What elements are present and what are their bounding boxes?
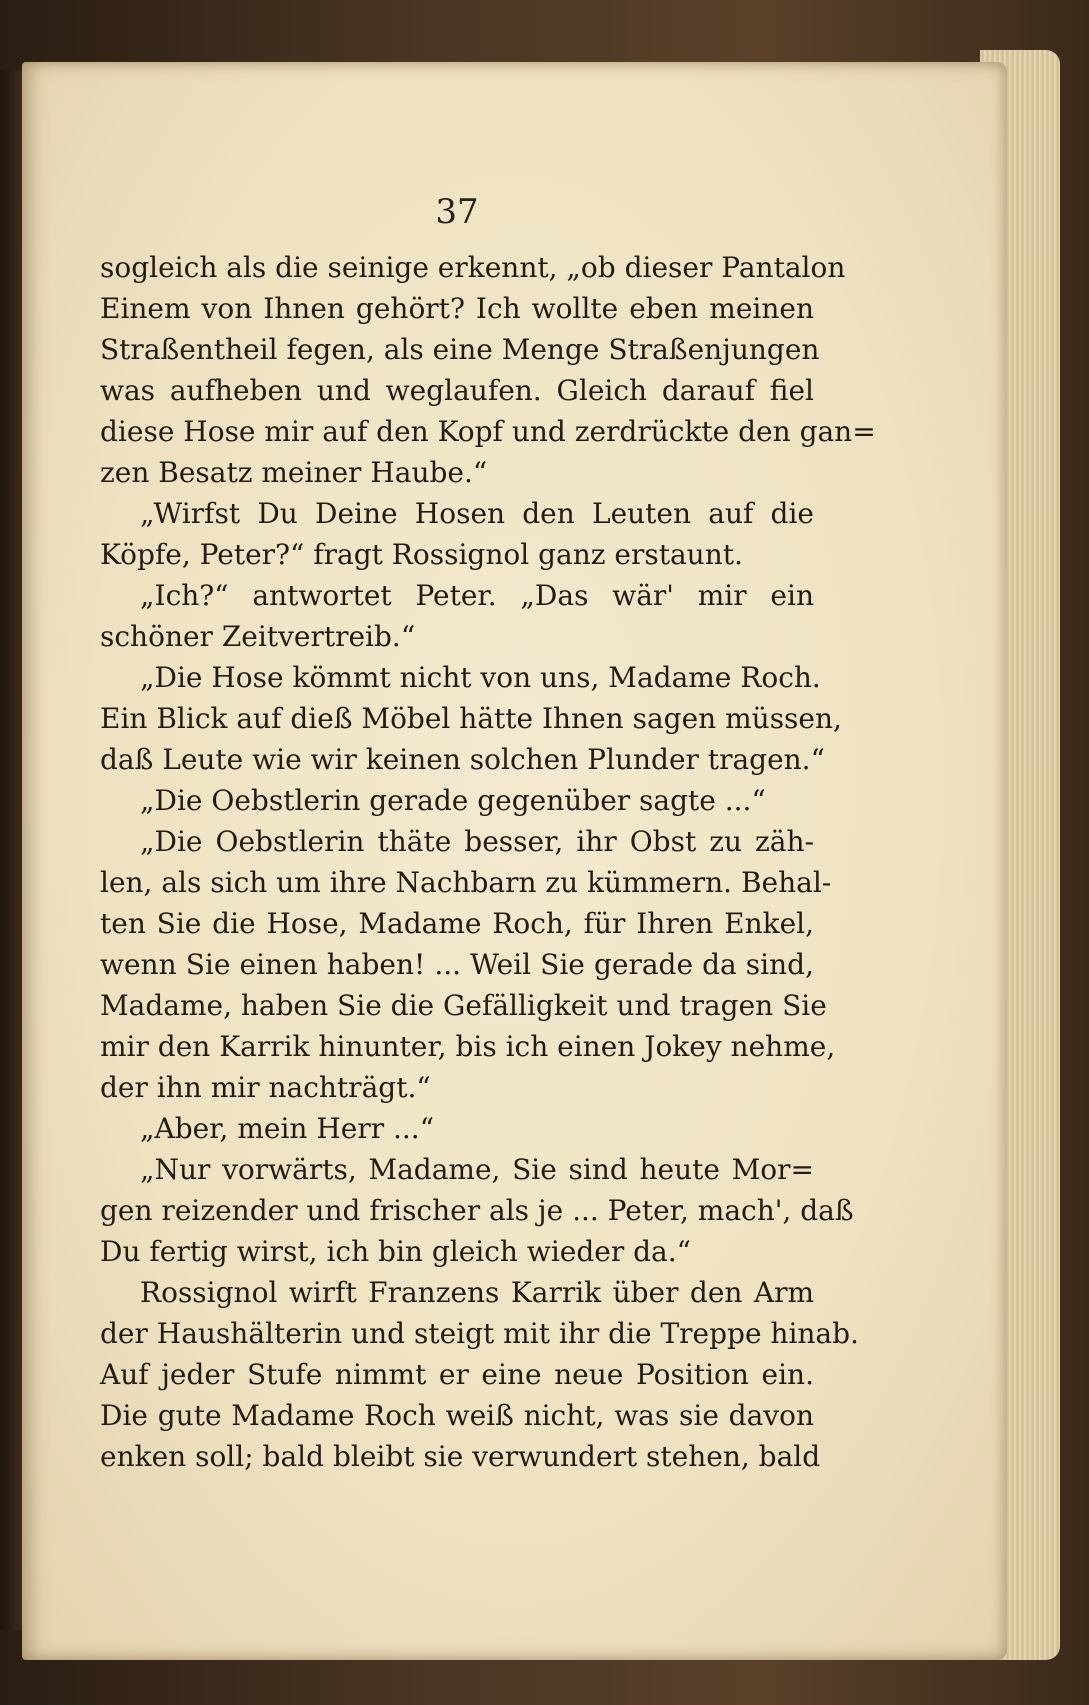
text-line: daß Leute wie wir keinen solchen Plunder tragen.“ — [100, 743, 825, 776]
text-line: gen reizender und frischer als je ... Peter, mach', daß — [100, 1194, 854, 1227]
text-line: „Die Oebstlerin gerade gegenüber sagte ...“ — [140, 784, 766, 817]
text-line: was aufheben und weglaufen. Gleich darauf fiel — [100, 374, 814, 407]
text-line: Ein Blick auf dieß Möbel hätte Ihnen sagen müssen, — [100, 702, 842, 735]
text-line: enken soll; bald bleibt sie verwundert stehen, bald — [100, 1440, 821, 1473]
text-line: Du fertig wirst, ich bin gleich wieder da.“ — [100, 1235, 691, 1268]
text-line: Einem von Ihnen gehört? Ich wollte eben meinen — [100, 292, 814, 325]
text-line: len, als sich um ihre Nachbarn zu kümmern. Behal- — [100, 866, 832, 899]
text-line: „Die Oebstlerin thäte besser, ihr Obst zu zäh- — [140, 825, 814, 858]
text-line: mir den Karrik hinunter, bis ich einen Jokey nehme, — [100, 1030, 836, 1063]
book-page — [22, 62, 1007, 1660]
text-line: „Die Hose kömmt nicht von uns, Madame Roch. — [140, 661, 821, 694]
text-line: Köpfe, Peter?“ fragt Rossignol ganz erstaunt. — [100, 538, 743, 571]
text-line: der Haushälterin und steigt mit ihr die Treppe hinab. — [100, 1317, 859, 1350]
page-number: 37 — [435, 192, 479, 232]
text-line: Auf jeder Stufe nimmt er eine neue Position ein. — [100, 1358, 814, 1391]
text-line: „Wirfst Du Deine Hosen den Leuten auf die — [140, 497, 814, 530]
text-line: Die gute Madame Roch weiß nicht, was sie davon — [100, 1399, 814, 1432]
text-line: sogleich als die seinige erkennt, „ob dieser Pantalon — [100, 251, 846, 284]
text-line: „Nur vorwärts, Madame, Sie sind heute Mor= — [140, 1153, 814, 1186]
text-line: Madame, haben Sie die Gefälligkeit und tragen Sie — [100, 989, 827, 1022]
text-line: wenn Sie einen haben! ... Weil Sie gerade da sind, — [100, 948, 814, 981]
text-line: zen Besatz meiner Haube.“ — [100, 456, 488, 489]
text-line: der ihn mir nachträgt.“ — [100, 1071, 431, 1104]
text-line: „Aber, mein Herr ...“ — [140, 1112, 435, 1145]
text-line: schöner Zeitvertreib.“ — [100, 620, 416, 653]
text-line: „Ich?“ antwortet Peter. „Das wär' mir ein — [140, 579, 814, 612]
text-line: diese Hose mir auf den Kopf und zerdrückte den gan= — [100, 415, 876, 448]
text-line: ten Sie die Hose, Madame Roch, für Ihren Enkel, — [100, 907, 814, 940]
book-spine-edge — [0, 70, 22, 1630]
text-line: Straßentheil fegen, als eine Menge Straßenjungen — [100, 333, 820, 366]
text-line: Rossignol wirft Franzens Karrik über den Arm — [140, 1276, 814, 1309]
body-text — [100, 247, 876, 1477]
